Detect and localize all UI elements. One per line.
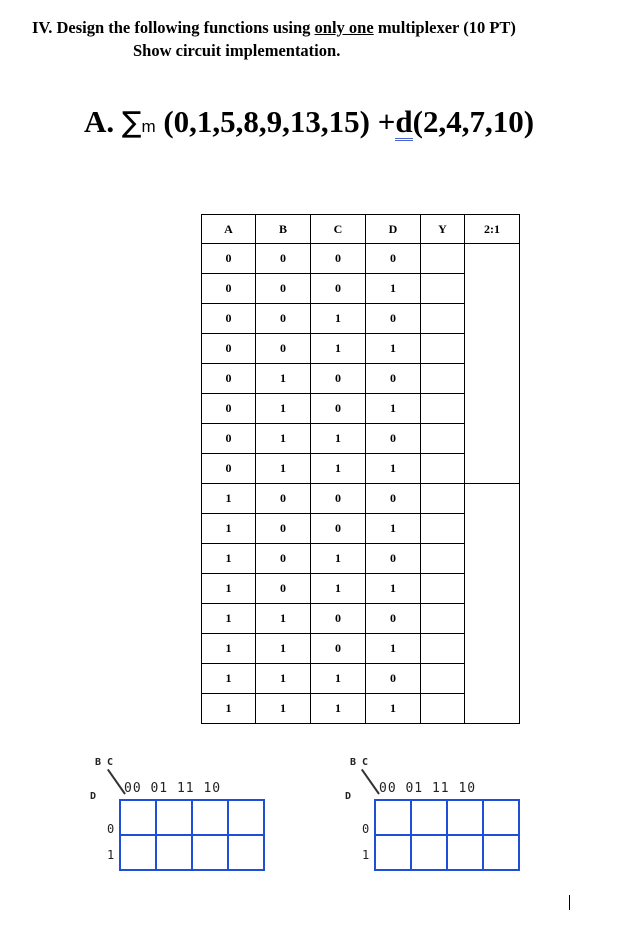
truth-table-body	[202, 244, 520, 724]
cell-a: 0	[202, 424, 256, 454]
cell-y-blank	[421, 424, 465, 454]
truth-table-row	[202, 244, 520, 274]
kmap-1-side-var: D	[90, 791, 97, 802]
cell-d: 1	[366, 394, 421, 424]
cell-y-blank	[421, 364, 465, 394]
kmap-cell	[156, 835, 192, 870]
cell-c: 1	[311, 544, 366, 574]
cell-c: 0	[311, 484, 366, 514]
cell-y-blank	[421, 244, 465, 274]
cell-a: 0	[202, 334, 256, 364]
cell-d: 0	[366, 544, 421, 574]
header-y: Y	[421, 215, 465, 244]
header-d: D	[366, 215, 421, 244]
cell-a: 1	[202, 694, 256, 724]
cell-b: 0	[256, 544, 311, 574]
kmap-1-row-0: 0	[107, 822, 115, 836]
kmap-1-top-vars: B C	[95, 757, 114, 768]
cell-a: 1	[202, 634, 256, 664]
cell-b: 1	[256, 394, 311, 424]
cell-b: 0	[256, 304, 311, 334]
function-label: A.	[84, 104, 122, 139]
cell-d: 0	[366, 244, 421, 274]
cell-mux-blank	[465, 484, 520, 724]
cell-a: 1	[202, 514, 256, 544]
cell-d: 1	[366, 634, 421, 664]
cell-c: 0	[311, 394, 366, 424]
cell-a: 1	[202, 544, 256, 574]
cell-c: 0	[311, 244, 366, 274]
cell-y-blank	[421, 304, 465, 334]
cell-c: 1	[311, 304, 366, 334]
kmap-cell	[192, 835, 228, 870]
dontcare-list: (2,4,7,10)	[412, 104, 535, 139]
question-suffix: multiplexer (10 PT)	[373, 18, 516, 37]
cell-b: 0	[256, 274, 311, 304]
cell-c: 1	[311, 694, 366, 724]
cell-a: 1	[202, 484, 256, 514]
question-underlined: only one	[314, 18, 374, 37]
kmap-cell	[228, 835, 264, 870]
truth-table	[201, 214, 520, 724]
cell-d: 1	[366, 334, 421, 364]
cell-y-blank	[421, 604, 465, 634]
truth-table-row	[202, 484, 520, 514]
dontcare-d: d	[395, 104, 413, 139]
cell-y-blank	[421, 334, 465, 364]
cell-d: 1	[366, 454, 421, 484]
cell-c: 0	[311, 514, 366, 544]
question-subtitle: Show circuit implementation.	[133, 41, 341, 60]
kmap-cell	[375, 835, 411, 870]
cell-c: 0	[311, 274, 366, 304]
kmap-cell	[156, 800, 192, 835]
minterm-list: (0,1,5,8,9,13,15) +	[155, 104, 396, 139]
cell-b: 1	[256, 634, 311, 664]
cell-a: 0	[202, 304, 256, 334]
kmap-cell	[375, 800, 411, 835]
truth-table-header	[202, 215, 520, 244]
kmap-cell	[411, 835, 447, 870]
cell-d: 0	[366, 364, 421, 394]
cell-y-blank	[421, 544, 465, 574]
cell-y-blank	[421, 634, 465, 664]
question-title	[32, 18, 516, 38]
kmap-cell	[447, 800, 483, 835]
cell-d: 0	[366, 604, 421, 634]
cell-c: 1	[311, 424, 366, 454]
cell-b: 1	[256, 604, 311, 634]
cell-c: 1	[311, 334, 366, 364]
cell-y-blank	[421, 484, 465, 514]
kmap-cell	[120, 835, 156, 870]
cell-c: 1	[311, 454, 366, 484]
cell-d: 1	[366, 274, 421, 304]
cell-c: 0	[311, 604, 366, 634]
kmap-2-row-0: 0	[362, 822, 370, 836]
kmap-2-side-var: D	[345, 791, 352, 802]
cell-a: 0	[202, 454, 256, 484]
cell-b: 0	[256, 484, 311, 514]
kmap-cell	[483, 835, 519, 870]
cell-y-blank	[421, 394, 465, 424]
sigma-subscript: m	[141, 117, 156, 136]
cell-y-blank	[421, 274, 465, 304]
text-cursor	[569, 895, 570, 910]
cell-b: 1	[256, 424, 311, 454]
cell-a: 0	[202, 394, 256, 424]
cell-a: 0	[202, 274, 256, 304]
kmap-1-grid	[119, 799, 265, 871]
cell-c: 0	[311, 634, 366, 664]
kmap-cell	[228, 800, 264, 835]
cell-y-blank	[421, 664, 465, 694]
kmap-cell	[120, 800, 156, 835]
kmap-2-grid	[374, 799, 520, 871]
cell-y-blank	[421, 514, 465, 544]
kmap-1-row-1: 1	[107, 848, 115, 862]
cell-b: 0	[256, 334, 311, 364]
cell-d: 1	[366, 694, 421, 724]
cell-d: 1	[366, 514, 421, 544]
cell-d: 0	[366, 424, 421, 454]
cell-a: 1	[202, 664, 256, 694]
cell-c: 1	[311, 664, 366, 694]
cell-a: 1	[202, 604, 256, 634]
header-c: C	[311, 215, 366, 244]
cell-b: 1	[256, 694, 311, 724]
header-mux: 2:1	[465, 215, 520, 244]
cell-b: 1	[256, 364, 311, 394]
cell-a: 0	[202, 364, 256, 394]
cell-b: 1	[256, 664, 311, 694]
kmap-2-column-labels: 00 01 11 10	[379, 781, 477, 796]
cell-c: 1	[311, 574, 366, 604]
cell-d: 0	[366, 664, 421, 694]
cell-c: 0	[311, 364, 366, 394]
kmap-2-top-vars: B C	[350, 757, 369, 768]
cell-d: 0	[366, 484, 421, 514]
header-a: A	[202, 215, 256, 244]
cell-a: 0	[202, 244, 256, 274]
question-prefix: IV. Design the following functions using	[32, 18, 315, 37]
cell-b: 1	[256, 454, 311, 484]
cell-a: 1	[202, 574, 256, 604]
cell-y-blank	[421, 694, 465, 724]
cell-d: 1	[366, 574, 421, 604]
kmap-cell	[192, 800, 228, 835]
kmap-cell	[411, 800, 447, 835]
kmap-2-diagonal	[361, 769, 380, 795]
cell-b: 0	[256, 574, 311, 604]
sigma-symbol: ∑	[121, 105, 142, 139]
kmap-1-column-labels: 00 01 11 10	[124, 781, 222, 796]
kmap-cell	[447, 835, 483, 870]
header-b: B	[256, 215, 311, 244]
cell-b: 0	[256, 514, 311, 544]
cell-y-blank	[421, 454, 465, 484]
function-expression	[84, 104, 534, 140]
kmap-2-row-1: 1	[362, 848, 370, 862]
cell-y-blank	[421, 574, 465, 604]
kmap-cell	[483, 800, 519, 835]
cell-mux-blank	[465, 244, 520, 484]
cell-b: 0	[256, 244, 311, 274]
cell-d: 0	[366, 304, 421, 334]
